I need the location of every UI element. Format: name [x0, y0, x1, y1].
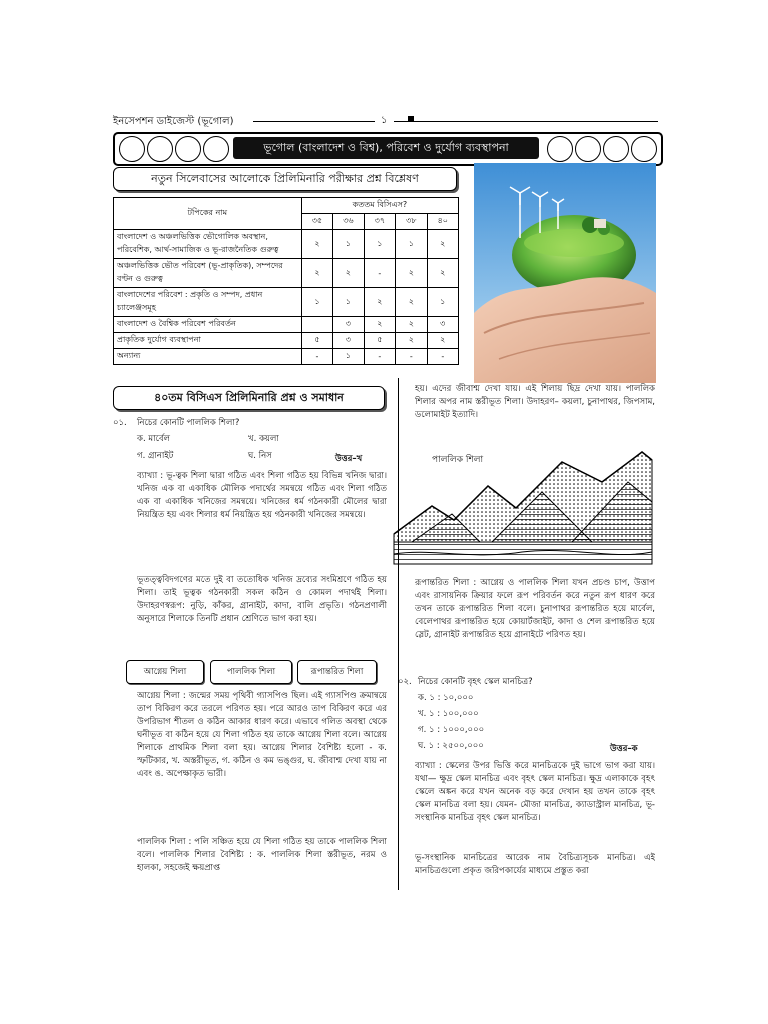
- table-header-row: [114, 198, 459, 214]
- circle-ornament-icon: [147, 136, 173, 162]
- chapter-title: ভূগোল (বাংলাদেশ ও বিশ্ব), পরিবেশ ও দুর্যোগ ব্যবস্থাপনা: [233, 137, 539, 159]
- exam-header: ৩৮: [396, 214, 427, 230]
- count-cell: -: [364, 259, 395, 288]
- table-row: [114, 333, 459, 349]
- topic-cell: অন্যান্য: [114, 349, 302, 365]
- circle-ornament-icon: [119, 136, 145, 162]
- count-cell: ১: [396, 230, 427, 259]
- count-cell: -: [396, 349, 427, 365]
- table-row: [114, 317, 459, 333]
- count-cell: ২: [333, 259, 364, 288]
- count-cell: ২: [301, 259, 332, 288]
- count-cell: ১: [333, 288, 364, 317]
- sedimentary-continuation: হয়। এদের জীবাশ্ম দেখা যায়। এই শিলায় ছিদ্র দেখা যায়। পাললিক শিলার অপর নাম স্তরীভূত শিলা। উদাহরণ– কয়লা, চুনাপাথর, জিপসাম, ডলোমাইট ইত্যাদি।: [415, 384, 655, 420]
- circle-ornament-icon: [203, 136, 229, 162]
- option-a: ক. মার্বেল: [137, 434, 171, 444]
- circle-ornament-icon: [175, 136, 201, 162]
- explanation-paragraph: ব্যাখ্যা : ভূ-ত্বক শিলা দ্বারা গঠিত এবং শিলা গঠিত হয় বিভিন্ন খনিজ দ্বারা। খনিজ এক বা একাধিক মৌলিক পদার্থের সমন্বয়ে গঠিত এবং শিলা গঠিত এক বা একাধিক খনিজের সমন্বয়ে। খনিজের ধর্ম গঠনকারী মৌলের দ্বারা নিয়ন্ত্রিত হয় এবং শিলার ধর্ম নিয়ন্ত্রিত হয় গঠনকারী খনিজের সমন্বয়ে।: [137, 471, 387, 520]
- count-cell: ২: [396, 288, 427, 317]
- column-header-topic: টপিকের নাম: [114, 198, 302, 230]
- option-b: খ. ১ : ১০০,০০০: [418, 709, 479, 719]
- option-c: গ. ১ : ১০০০,০০০: [418, 725, 485, 735]
- table-row: [114, 288, 459, 317]
- count-cell: ৩: [333, 333, 364, 349]
- question-text: নিচের কোনটি পাললিক শিলা?: [137, 418, 240, 428]
- count-cell: ৩: [427, 317, 458, 333]
- count-cell: ২: [427, 230, 458, 259]
- sedimentary-rock-diagram: [392, 442, 654, 572]
- option-c: গ. গ্রানাইট: [137, 451, 174, 461]
- circle-ornament-icon: [547, 136, 573, 162]
- count-cell: ১: [333, 349, 364, 365]
- metamorphic-paragraph: রূপান্তরিত শিলা : আগ্নেয় ও পাললিক শিলা যখন প্রচণ্ড চাপ, উত্তাপ এবং রাসায়নিক ক্রিয়ার ফলে রূপ পরিবর্তন করে নতুন রূপ ধারণ করে তখন তাকে রূপান্তরিত শিলা বলে। চুনাপাথর রূপান্তরিত হয়ে মার্বেল, বেলেপাথর রূপান্তরিত হয়ে কোয়ার্টজাইট, কাদা ও শেল রূপান্তরিত হয়ে স্লেট, গ্রানাইট রূপান্তরিত হয়ে গ্রানাইটে পরিণত হয়।: [415, 578, 655, 640]
- count-cell: ১: [301, 288, 332, 317]
- diagram-label: পাললিক শিলা: [430, 452, 485, 467]
- count-cell: ৩: [333, 317, 364, 333]
- column-header-bcs: কততম বিসিএস?: [301, 198, 458, 214]
- question-analysis-table: [113, 197, 459, 365]
- topic-cell: অঞ্চলভিত্তিক ভৌত পরিবেশ (ভূ-প্রাকৃতিক), সম্পদের বণ্টন ও গুরুত্ব: [114, 259, 302, 288]
- count-cell: ২: [396, 333, 427, 349]
- count-cell: ১: [333, 230, 364, 259]
- rock-type-sedimentary: পাললিক শিলা: [210, 660, 292, 684]
- count-cell: ৫: [364, 333, 395, 349]
- count-cell: ২: [396, 259, 427, 288]
- topic-cell: বাংলাদেশের পরিবেশ : প্রকৃতি ও সম্পদ, প্রধান চ্যালেঞ্জসমূহ: [114, 288, 302, 317]
- explanation-paragraph: ব্যাখ্যা : স্কেলের উপর ভিত্তি করে মানচিত্রকে দুই ভাগে ভাগ করা যায়। যথা— ক্ষুদ্র স্কেল মানচিত্র এবং বৃহৎ স্কেল মানচিত্র। ক্ষুদ্র এলাকাকে বৃহৎ স্কেলে অঙ্কন করে যখন অনেক বড় করে দেখান হয় তখন তাকে বৃহৎ স্কেল মানচিত্র বলা হয়। যেমন- মৌজা মানচিত্র, ক্যাডাস্ট্রাল মানচিত্র, ভূ-সংস্থানিক মানচিত্র বৃহৎ স্কেল মানচিত্র।: [415, 761, 655, 823]
- count-cell: ২: [427, 259, 458, 288]
- explanation-paragraph: ভূ-সংস্থানিক মানচিত্রের আরেক নাম বৈচিত্র্যসূচক মানচিত্র। এই মানচিত্রগুলো প্রকৃত জরিপকার্যের মাধ্যমে প্রস্তুত করা: [415, 853, 655, 876]
- question-number: ০২.: [398, 677, 412, 687]
- count-cell: -: [301, 349, 332, 365]
- header-rule: [253, 121, 658, 122]
- option-d: ঘ. নিস: [248, 451, 272, 461]
- option-a: ক. ১ : ১০,০০০: [418, 693, 474, 703]
- circle-ornament-icon: [603, 136, 629, 162]
- rock-type-metamorphic: রূপান্তরিত শিলা: [297, 660, 377, 684]
- chapter-banner: [113, 132, 663, 166]
- running-header: [113, 112, 658, 130]
- table-row: [114, 230, 459, 259]
- question-number: ০১.: [113, 418, 127, 428]
- count-cell: ২: [396, 317, 427, 333]
- rock-type-igneous: আগ্নেয় শিলা: [126, 660, 204, 684]
- count-cell: ২: [427, 333, 458, 349]
- igneous-paragraph: আগ্নেয় শিলা : জন্মের সময় পৃথিবী গ্যাসপিণ্ড ছিল। এই গ্যাসপিণ্ড ক্রমান্বয়ে তাপ বিকিরণ করে তরলে পরিণত হয়। পরে আরও তাপ বিকিরণ করে এর উপরিভাগ শীতল ও কঠিন আকার ধারণ করে। এভাবে গলিত অবস্থা থেকে ঘনীভূত বা কঠিন হয়ে যে শিলা গঠিত হয় তাকে আগ্নেয় শিলা বলে। আগ্নেয় শিলাকে প্রাথমিক শিলা বলা হয়। আগ্নেয় শিলার বৈশিষ্ট্য হলো - ক. স্ফটিকার, খ. অস্তরীভূত, গ. কঠিন ও কম ভঙ্গুর, ঘ. জীবাশ্ম দেখা যায় না এবং ঙ. অপেক্ষাকৃত ভারী।: [137, 691, 387, 779]
- topic-cell: প্রাকৃতিক দুর্যোগ ব্যবস্থাপনা: [114, 333, 302, 349]
- count-cell: ১: [427, 288, 458, 317]
- page-number: ১: [375, 113, 394, 130]
- option-d: ঘ. ১ : ২৫০০,০০০: [418, 741, 484, 751]
- explanation-paragraph: ভূতত্ত্ববিদগণের মতে দুই বা ততোধিক খনিজ দ্রব্যের সংমিশ্রণে গঠিত হয় শিলা। তাই ভূত্বক গঠনকারী সকল কঠিন ও কোমল পদার্থই শিলা। উদাহরণস্বরূপ: নুড়ি, কাঁকর, গ্রানাইট, কাদা, বালি প্রভৃতি। গঠনপ্রণালী অনুসারে শিলাকে তিনটি প্রধান শ্রেণিতে ভাগ করা হয়।: [137, 575, 387, 624]
- exam-header: ৩৬: [333, 214, 364, 230]
- question-text: নিচের কোনটি বৃহৎ স্কেল মানচিত্র?: [418, 677, 533, 687]
- count-cell: ৫: [301, 333, 332, 349]
- qa-title: ৪০তম বিসিএস প্রিলিমিনারি প্রশ্ন ও সমাধান: [113, 386, 385, 410]
- exam-header: ৪০: [427, 214, 458, 230]
- count-cell: ১: [364, 230, 395, 259]
- circle-ornament-icon: [631, 136, 657, 162]
- table-row: [114, 259, 459, 288]
- sedimentary-paragraph: পাললিক শিলা : পলি সঞ্চিত হয়ে যে শিলা গঠিত হয় তাকে পাললিক শিলা বলে। পাললিক শিলার বৈশিষ্ট্য : ক. পাললিক শিলা স্তরীভূত, নরম ও হালকা, সহজেই ক্ষয়প্রাপ্ত: [137, 837, 387, 873]
- count-cell: ২: [301, 230, 332, 259]
- count-cell: ২: [364, 317, 395, 333]
- exam-header: ৩৭: [364, 214, 395, 230]
- answer-label: উত্তর–ক: [610, 744, 638, 754]
- answer-label: উত্তর–খ: [335, 454, 363, 464]
- count-cell: [301, 317, 332, 333]
- analysis-title: নতুন সিলেবাসের আলোকে প্রিলিমিনারি পরীক্ষার প্রশ্ন বিশ্লেষণ: [113, 167, 457, 191]
- table-row: [114, 349, 459, 365]
- option-b: খ. কয়লা: [248, 434, 279, 444]
- topic-cell: বাংলাদেশ ও বৈশ্বিক পরিবেশ পরিবর্তন: [114, 317, 302, 333]
- count-cell: -: [364, 349, 395, 365]
- count-cell: -: [427, 349, 458, 365]
- running-title: ইনসেপশন ডাইজেস্ট (ভূগোল): [113, 116, 234, 127]
- square-marker-icon: [408, 116, 414, 122]
- circle-ornament-icon: [575, 136, 601, 162]
- earth-in-hand-image: [474, 163, 656, 383]
- exam-header: ৩৫: [301, 214, 332, 230]
- topic-cell: বাংলাদেশ ও অঞ্চলভিত্তিক ভৌগোলিক অবস্থান, পরিবেশিক, আর্থ-সামাজিক ও ভূ-রাজনৈতিক গুরুত্ব: [114, 230, 302, 259]
- count-cell: ২: [364, 288, 395, 317]
